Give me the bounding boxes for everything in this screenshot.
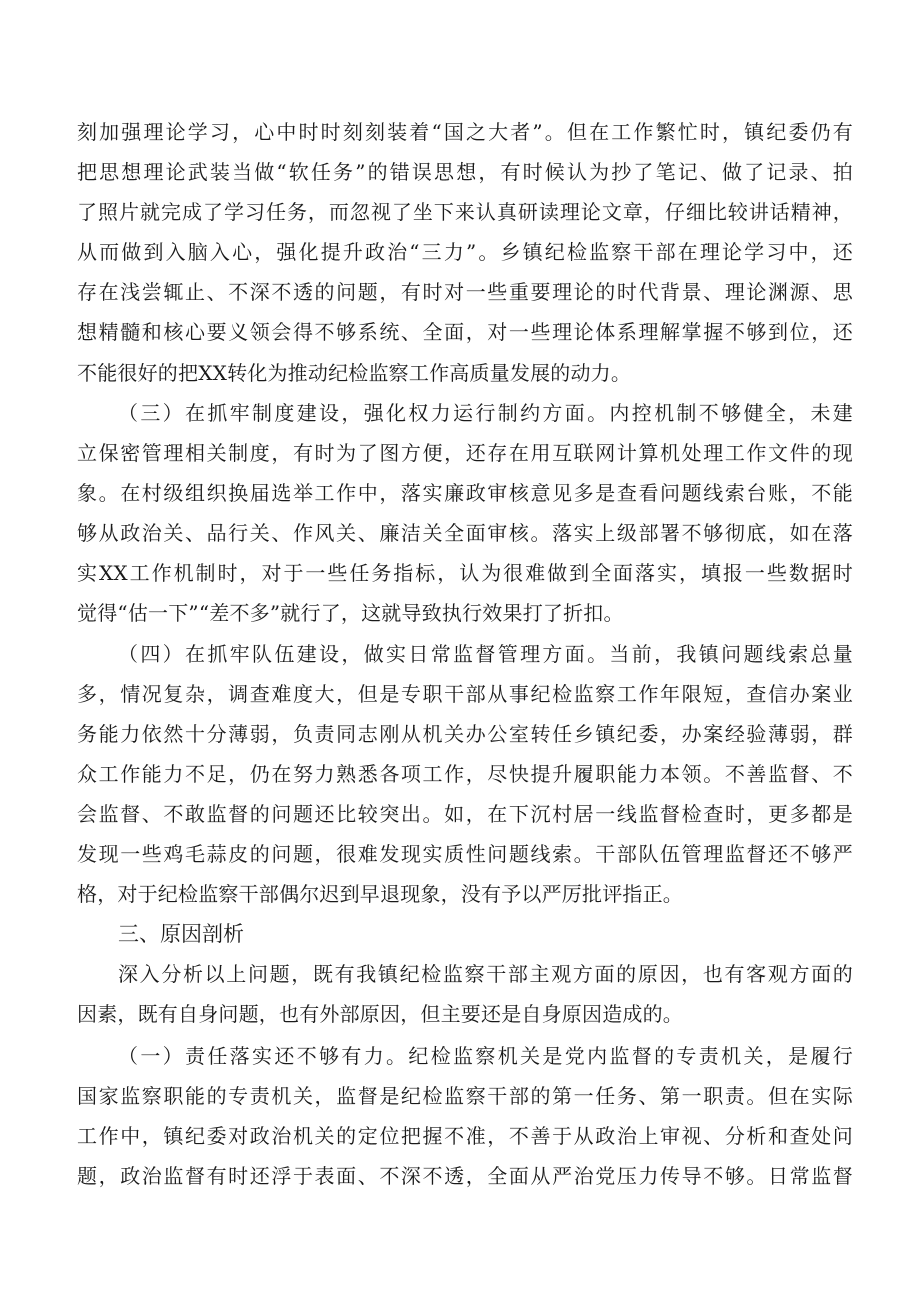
para5-line-4: 题，政治监督有时还浮于表面、不深不透，全面从严治党压力传导不够。日常监督 bbox=[77, 1164, 853, 1188]
para1-line-7: 不能很好的把XX转化为推动纪检监察工作高质量发展的动力。 bbox=[77, 361, 632, 385]
para5-line-2: 国家监察职能的专责机关，监督是纪检监察干部的第一任务、第一职责。但在实际 bbox=[77, 1084, 853, 1108]
para1-line-2: 把思想理论武装当做“软任务”的错误思想，有时候认为抄了笔记、做了记录、拍 bbox=[77, 160, 853, 184]
para1-line-6: 想精髓和核心要义领会得不够系统、全面，对一些理论体系理解掌握不够到位，还 bbox=[77, 320, 853, 344]
para5-line-3: 工作中，镇纪委对政治机关的定位把握不准，不善于从政治上审视、分析和查处问 bbox=[77, 1124, 853, 1148]
para2-line-2: 立保密管理相关制度，有时为了图方便，还存在用互联网计算机处理工作文件的现 bbox=[77, 441, 853, 465]
para5-line-1: （一）责任落实还不够有力。纪检监察机关是党内监督的专责机关，是履行 bbox=[118, 1044, 853, 1068]
para2-line-1: （三）在抓牢制度建设，强化权力运行制约方面。内控机制不够健全，未建 bbox=[118, 401, 853, 425]
para2-line-4: 够从政治关、品行关、作风关、廉洁关全面审核。落实上级部署不够彻底，如在落 bbox=[77, 521, 853, 545]
para3-line-6: 发现一些鸡毛蒜皮的问题，很难发现实质性问题线索。干部队伍管理监督还不够严 bbox=[77, 842, 853, 866]
section-heading: 三、原因剖析 bbox=[118, 922, 244, 946]
para4-line-2: 因素，既有自身问题，也有外部原因，但主要还是自身原因造成的。 bbox=[77, 1002, 683, 1026]
para3-line-3: 务能力依然十分薄弱，负责同志刚从机关办公室转任乡镇纪委，办案经验薄弱，群 bbox=[77, 722, 853, 746]
para1-line-3: 了照片就完成了学习任务，而忽视了坐下来认真研读理论文章，仔细比较讲话精神， bbox=[77, 200, 853, 224]
para3-line-1: （四）在抓牢队伍建设，做实日常监督管理方面。当前，我镇问题线索总量 bbox=[118, 642, 853, 666]
para3-line-7: 格，对于纪检监察干部偶尔迟到早退现象，没有予以严厉批评指正。 bbox=[77, 882, 683, 906]
para2-line-5: 实XX工作机制时，对于一些任务指标，认为很难做到全面落实，填报一些数据时 bbox=[77, 561, 853, 585]
para3-line-2: 多，情况复杂，调查难度大，但是专职干部从事纪检监察工作年限短，查信办案业 bbox=[77, 682, 853, 706]
para4-line-1: 深入分析以上问题，既有我镇纪检监察干部主观方面的原因，也有客观方面的 bbox=[118, 962, 853, 986]
para2-line-3: 象。在村级组织换届选举工作中，落实廉政审核意见多是查看问题线索台账，不能 bbox=[77, 481, 853, 505]
para3-line-4: 众工作能力不足，仍在努力熟悉各项工作，尽快提升履职能力本领。不善监督、不 bbox=[77, 762, 853, 786]
para1-line-5: 存在浅尝辄止、不深不透的问题，有时对一些重要理论的时代背景、理论渊源、思 bbox=[77, 280, 853, 304]
para2-line-6: 觉得“估一下”“差不多”就行了，这就导致执行效果打了折扣。 bbox=[77, 601, 624, 625]
para1-line-4: 从而做到入脑入心，强化提升政治“三力”。乡镇纪检监察干部在理论学习中，还 bbox=[77, 240, 853, 264]
para3-line-5: 会监督、不敢监督的问题还比较突出。如，在下沉村居一线监督检查时，更多都是 bbox=[77, 802, 853, 826]
para1-line-1: 刻加强理论学习，心中时时刻刻装着“国之大者”。但在工作繁忙时，镇纪委仍有 bbox=[77, 120, 853, 144]
